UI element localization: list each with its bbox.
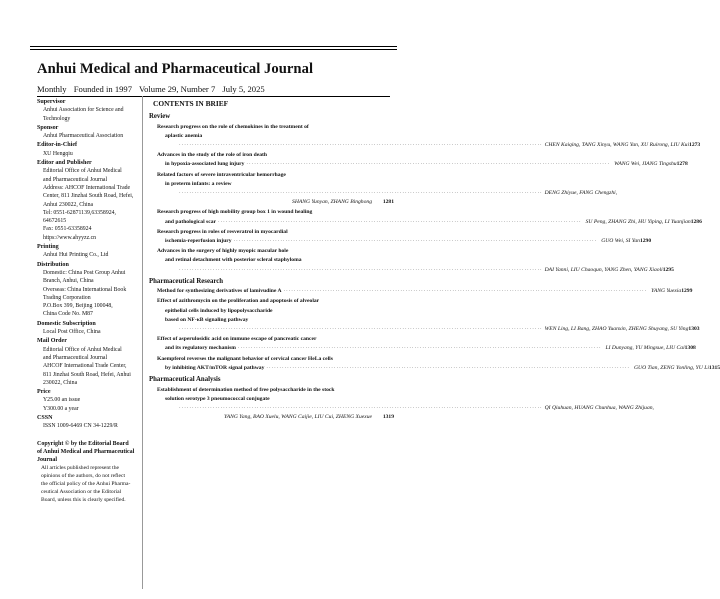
- toc-author-row: [149, 141, 701, 150]
- dot-leader: ············································································································································: [246, 162, 611, 168]
- masthead-line: Local Post Office, China: [43, 329, 101, 336]
- issue-frequency: Monthly: [37, 84, 67, 94]
- masthead-block: [37, 243, 140, 260]
- masthead-block: [37, 159, 140, 242]
- toc-title-line: aplastic anemia: [165, 132, 203, 139]
- toc-title-line: Advances in the surgery of highly myopic macular hole: [157, 248, 289, 255]
- toc-entry: [149, 208, 702, 226]
- masthead-line: AHCOF International Trade Center,: [43, 363, 127, 370]
- masthead-line: Anhui Association for Science and: [43, 107, 124, 114]
- toc-entry: [149, 297, 700, 334]
- dot-leader: ············································································································································: [283, 289, 648, 295]
- masthead-heading: Mail Order: [37, 338, 67, 345]
- toc-authors: YANG Yang, BAO Xuelu, WANG Caijie, LIU Cui, ZHENG Xuexue: [223, 414, 372, 421]
- toc-page: 1295: [662, 266, 674, 273]
- toc-title-line: and its regulatory mechanism: [165, 345, 236, 352]
- masthead-line: 230022, China: [43, 379, 78, 386]
- column-divider: [142, 96, 143, 589]
- masthead-heading: Editor-in-Chief: [37, 142, 78, 149]
- copyright-heading-line: Journal: [37, 456, 58, 463]
- toc-entry: [149, 151, 688, 169]
- toc-entry: [149, 171, 618, 208]
- toc-title-row: [149, 344, 696, 353]
- toc-title-line: Establishment of determination method of free polysaccharide in the stock: [157, 386, 335, 393]
- toc-authors: CHEN Kaiqing, TANG Xinyu, WANG Yan, XU Ruirong, LIU Kui: [544, 141, 690, 148]
- masthead-line: Y25.00 an issue: [43, 397, 81, 404]
- toc-title-line: in hypoxia-associated lung injury: [165, 161, 245, 168]
- masthead-line: and Pharmaceutical Journal: [43, 354, 108, 361]
- toc-title-row: [149, 364, 720, 373]
- masthead-line: Trading Corporation: [43, 294, 91, 301]
- masthead-block: [37, 124, 140, 141]
- masthead-line: 811 Jinzhai South Road, Hefei, Anhui: [43, 371, 131, 378]
- masthead-line: XU Hengqiu: [43, 150, 73, 157]
- toc-title-row: [149, 218, 702, 227]
- masthead-block: [37, 337, 140, 387]
- toc-page: 1278: [676, 161, 688, 168]
- toc-title-row: [149, 237, 652, 246]
- toc-entry: [149, 247, 674, 275]
- toc-entry: [149, 228, 652, 246]
- toc-authors: QI Qiuhuan, HUANG Chunhua, WANG Zhijuan,: [544, 404, 654, 411]
- copyright-heading: [37, 440, 140, 464]
- masthead-line: Anhui Hui Printing Co., Ltd: [43, 252, 109, 259]
- masthead-line: Anhui Pharmaceutical Association: [43, 133, 124, 140]
- toc-page: 1319: [382, 414, 394, 421]
- masthead-block: [37, 98, 140, 123]
- toc-page: 1281: [382, 199, 394, 206]
- section-heading: Pharmaceutical Analysis: [149, 376, 221, 384]
- copyright-heading-line: Copyright © by the Editorial Board: [37, 440, 129, 447]
- masthead-line: China Code No. M87: [43, 311, 93, 318]
- masthead-heading: CSSN: [37, 414, 53, 421]
- toc-title-line: in preterm infants: a review: [165, 180, 232, 187]
- masthead-line: Anhui 230022, China: [43, 201, 94, 208]
- masthead-heading: Sponsor: [37, 124, 59, 131]
- toc-page: 1273: [689, 141, 701, 148]
- toc-authors: SHANG Yunyan, ZHANG Binghong: [292, 199, 372, 206]
- toc-title-line: Research progress of high mobility group box 1 in wound healing: [157, 209, 313, 216]
- dot-leader: ············································································································································: [179, 142, 543, 148]
- toc-title-line: Kaempferol reverses the malignant behavior of cervical cancer HeLa cells: [157, 355, 333, 362]
- toc-authors: GUO Wei, SI Yan: [601, 237, 640, 244]
- issue-line: [37, 84, 270, 94]
- masthead-heading: Supervisor: [37, 99, 66, 105]
- section-heading: Pharmaceutical Research: [149, 277, 224, 285]
- masthead-heading: Price: [37, 389, 51, 396]
- toc-title-line: epithelial cells induced by lipopolysaccharide: [165, 307, 273, 314]
- toc-title-line: Research progress in roles of resveratrol in myocardial: [157, 228, 288, 235]
- toc-page: 1315: [708, 364, 720, 371]
- masthead-block: [37, 320, 140, 337]
- toc-title-line: by inhibiting AKT/mTOR signal pathway: [165, 364, 265, 371]
- masthead-heading: Domestic Subscription: [37, 320, 96, 327]
- toc-title-line: and retinal detachment with posterior scleral staphyloma: [165, 257, 302, 264]
- toc-author-row: [149, 189, 618, 198]
- toc-title-row: [149, 287, 693, 296]
- dot-leader: ············································································································································: [217, 219, 582, 225]
- toc-title-line: Related factors of severe intraventricular hemorrhage: [157, 171, 286, 178]
- issue-founded: Founded in 1997: [73, 84, 133, 94]
- masthead-line: Center, 811 Jinzhai South Road, Hefei,: [43, 193, 134, 200]
- masthead-line: ISSN 1009-6469 CN 34-1229/R: [43, 423, 118, 430]
- section-heading: Review: [149, 113, 171, 120]
- toc-authors: SU Peng, ZHANG Zhi, HU Yiping, LI Yuanjian: [585, 218, 691, 225]
- masthead-line: Editorial Office of Anhui Medical: [43, 168, 122, 175]
- masthead-heading: Distribution: [37, 261, 69, 268]
- toc-author-row: [149, 404, 654, 413]
- toc-page: 1286: [690, 218, 702, 225]
- masthead-column: [37, 97, 140, 505]
- toc-author-row: [149, 325, 700, 334]
- masthead-line: Fax: 0551-63358924: [43, 226, 92, 233]
- copyright-notice-line: All articles published represent the: [41, 464, 119, 471]
- toc-entry: [149, 386, 654, 423]
- masthead-block: [37, 141, 140, 158]
- masthead-line: 64672615: [43, 218, 67, 225]
- toc-entry: [149, 287, 693, 296]
- toc-authors: GUO Tian, ZENG Yonling, YU Li: [634, 364, 709, 371]
- masthead-line: Editorial Office of Anhui Medical: [43, 346, 122, 353]
- masthead-line: Y300.00 a year: [43, 405, 79, 412]
- toc-entry: [149, 355, 720, 373]
- masthead-heading: Editor and Publisher: [37, 160, 92, 167]
- header-rule-top-thin: [30, 49, 397, 50]
- issue-date: July 5, 2025: [222, 84, 265, 94]
- toc-title-line: ischemia-reperfusion injury: [165, 237, 232, 244]
- toc-author-row: [149, 266, 674, 275]
- dot-leader: ············································································································································: [179, 327, 543, 333]
- copyright-notice: [37, 464, 140, 505]
- copyright-notice-line: ceutical Association or the Editorial: [41, 489, 122, 496]
- toc-title-line: based on NF-κB signaling pathway: [165, 316, 249, 323]
- dot-leader: ············································································································································: [266, 365, 631, 371]
- masthead-heading: Printing: [37, 244, 59, 251]
- toc-author-row: [149, 198, 394, 207]
- contents-title: CONTENTS IN BRIEF: [153, 99, 229, 108]
- toc-entry: [149, 123, 701, 151]
- masthead-line: Overseas: China International Book: [43, 286, 127, 293]
- toc-title-line: Effect of azithromycin on the proliferation and apoptosis of alveolar: [157, 298, 320, 305]
- toc-title-line: Advances in the study of the role of iron death: [157, 152, 267, 159]
- toc-authors: YANG Yuexia: [651, 288, 682, 295]
- toc-page: 1290: [639, 237, 652, 244]
- masthead-block: [37, 414, 140, 431]
- toc-page: 1303: [688, 326, 700, 333]
- toc-authors: WANG Wei, JIANG Tingshu: [614, 161, 677, 168]
- toc-title-row: [149, 160, 688, 169]
- dot-leader: ············································································································································: [179, 405, 543, 411]
- toc-authors: DENG Zhiyue, FANG Chengzhi,: [544, 189, 618, 196]
- contents-column: [149, 98, 720, 422]
- header-rule-top: [30, 46, 397, 47]
- journal-title: Anhui Medical and Pharmaceutical Journal: [37, 61, 314, 77]
- toc-page: 1308: [684, 345, 696, 352]
- masthead-block: [37, 261, 140, 319]
- copyright-heading-line: of Anhui Medical and Pharmaceutical: [37, 448, 135, 455]
- masthead-line: P.O.Box 399, Beijing 100048,: [43, 303, 113, 310]
- toc-authors: LI Dunyang, YU Mingxue, LIU Cai: [605, 345, 685, 352]
- toc-entry: [149, 335, 696, 353]
- masthead-line: Domestic: China Post Group Anhui: [43, 269, 126, 276]
- masthead-line: Branch, Anhui, China: [43, 278, 94, 285]
- copyright-notice-line: Board, unless this is clearly specified.: [41, 497, 126, 504]
- toc-title-line: Method for synthesizing derivatives of lamivudine A: [157, 288, 282, 295]
- toc-title-line: and pathological scar: [165, 218, 216, 225]
- masthead-line: Address: AHCOF International Trade: [43, 184, 131, 191]
- toc-title-line: Research progress on the role of chemokines in the treatment of: [157, 123, 309, 130]
- copyright-notice-line: opinions of the authors, do not reflect: [41, 472, 126, 479]
- masthead-line: Technology: [43, 115, 71, 122]
- masthead-block: [37, 388, 140, 413]
- toc-title-line: Effect of asperulosidic acid on immune escape of pancreatic cancer: [157, 336, 317, 343]
- toc-authors: WEN Ling, LI Bang, ZHAO Yuanxin, ZHENG Shuyang, SU Ying: [544, 326, 689, 333]
- dot-leader: ············································································································································: [233, 238, 598, 244]
- dot-leader: ············································································································································: [179, 267, 543, 273]
- dot-leader: ············································································································································: [237, 346, 602, 352]
- masthead-line: Tel: 0551-62871139,63358924,: [43, 209, 116, 216]
- copyright-notice-line: the official policy of the Anhui Pharma-: [41, 480, 131, 487]
- toc-title-line: solution serotype 3 pneumococcal conjugate: [165, 395, 270, 402]
- dot-leader: ············································································································································: [179, 190, 543, 196]
- toc-author-row: [149, 413, 394, 422]
- masthead-line: and Pharmaceutical Journal: [43, 176, 108, 183]
- toc-page: 1299: [681, 288, 693, 295]
- toc-authors: DAI Yanni, LIU Chaoqun, YANG Zhen, YANG Xiaoli: [544, 266, 663, 273]
- masthead-line: https://www.ahyyzz.cn: [43, 234, 97, 241]
- issue-volume: Volume 29, Number 7: [139, 84, 216, 94]
